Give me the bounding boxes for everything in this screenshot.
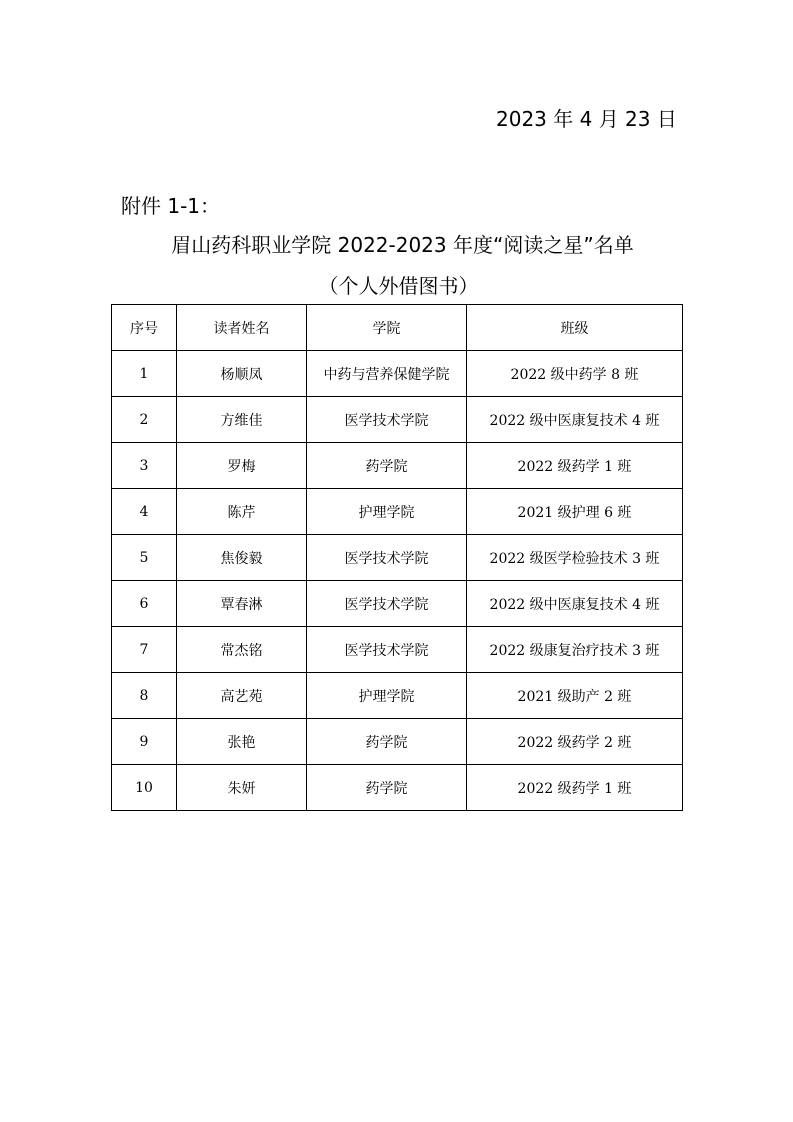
cell-college: 中药与营养保健学院 — [307, 351, 467, 397]
cell-reader-name: 方维佳 — [177, 397, 307, 443]
cell-class: 2022 级药学 2 班 — [467, 719, 683, 765]
cell-reader-name: 常杰铭 — [177, 627, 307, 673]
cell-class: 2022 级中药学 8 班 — [467, 351, 683, 397]
header-class: 班级 — [467, 305, 683, 351]
table-row — [112, 489, 683, 535]
table-row — [112, 673, 683, 719]
cell-college: 医学技术学院 — [307, 397, 467, 443]
cell-class: 2022 级医学检验技术 3 班 — [467, 535, 683, 581]
cell-class: 2022 级药学 1 班 — [467, 765, 683, 811]
cell-index: 6 — [112, 581, 177, 627]
cell-college: 药学院 — [307, 719, 467, 765]
cell-reader-name: 焦俊毅 — [177, 535, 307, 581]
attachment-label: 附件 1-1： — [121, 194, 221, 218]
table-header-row — [112, 305, 683, 351]
header-index: 序号 — [112, 305, 177, 351]
cell-reader-name: 陈芹 — [177, 489, 307, 535]
cell-index: 10 — [112, 765, 177, 811]
table-row — [112, 627, 683, 673]
cell-index: 1 — [112, 351, 177, 397]
cell-college: 医学技术学院 — [307, 581, 467, 627]
cell-college: 药学院 — [307, 443, 467, 489]
cell-index: 5 — [112, 535, 177, 581]
table-row — [112, 351, 683, 397]
cell-reader-name: 杨顺凤 — [177, 351, 307, 397]
cell-index: 4 — [112, 489, 177, 535]
cell-class: 2022 级康复治疗技术 3 班 — [467, 627, 683, 673]
cell-class: 2021 级护理 6 班 — [467, 489, 683, 535]
table-row — [112, 719, 683, 765]
cell-reader-name: 朱妍 — [177, 765, 307, 811]
cell-index: 3 — [112, 443, 177, 489]
cell-index: 9 — [112, 719, 177, 765]
cell-college: 护理学院 — [307, 489, 467, 535]
document-title: 眉山药科职业学院 2022-2023 年度“阅读之星”名单 — [171, 233, 634, 257]
document-subtitle: （个人外借图书） — [318, 274, 479, 298]
cell-college: 医学技术学院 — [307, 535, 467, 581]
cell-index: 2 — [112, 397, 177, 443]
table-row — [112, 443, 683, 489]
cell-college: 药学院 — [307, 765, 467, 811]
reading-star-table — [111, 304, 683, 811]
cell-class: 2022 级中医康复技术 4 班 — [467, 397, 683, 443]
header-reader-name: 读者姓名 — [177, 305, 307, 351]
cell-college: 护理学院 — [307, 673, 467, 719]
table-row — [112, 765, 683, 811]
table-row — [112, 581, 683, 627]
table-row — [112, 397, 683, 443]
cell-class: 2021 级助产 2 班 — [467, 673, 683, 719]
table-row — [112, 535, 683, 581]
cell-class: 2022 级中医康复技术 4 班 — [467, 581, 683, 627]
cell-college: 医学技术学院 — [307, 627, 467, 673]
cell-reader-name: 罗梅 — [177, 443, 307, 489]
cell-reader-name: 高艺苑 — [177, 673, 307, 719]
document-date: 2023 年 4 月 23 日 — [496, 107, 677, 131]
cell-index: 8 — [112, 673, 177, 719]
cell-index: 7 — [112, 627, 177, 673]
header-college: 学院 — [307, 305, 467, 351]
cell-reader-name: 覃春淋 — [177, 581, 307, 627]
cell-reader-name: 张艳 — [177, 719, 307, 765]
cell-class: 2022 级药学 1 班 — [467, 443, 683, 489]
